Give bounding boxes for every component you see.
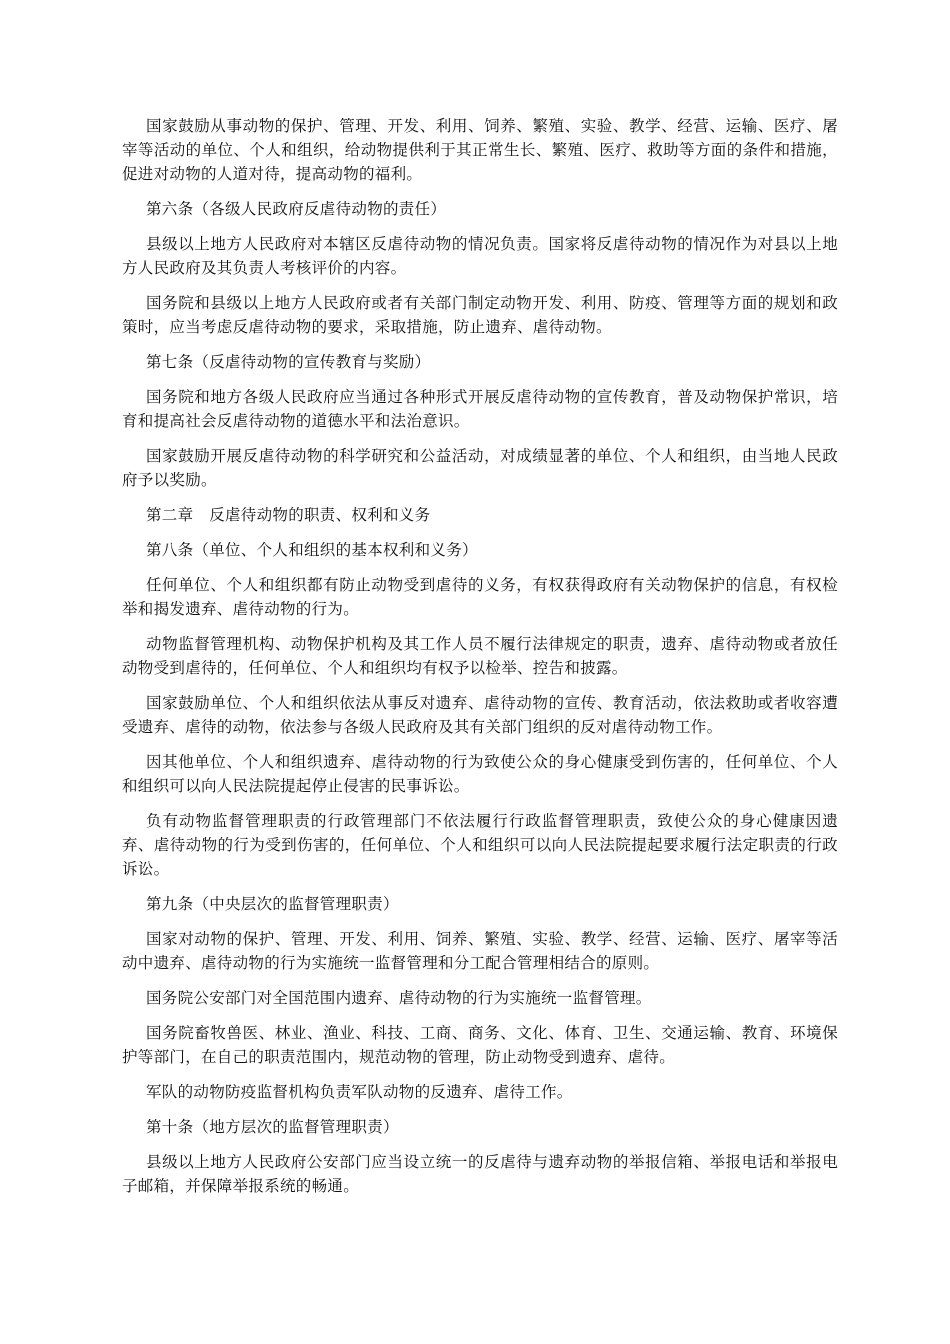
paragraph-report-agencies: 动物监督管理机构、动物保护机构及其工作人员不履行法律规定的职责，遗弃、虐待动物或者放任动物受到虐待的，任何单位、个人和组织均有权予以检举、控告和披露。 [122, 635, 838, 677]
paragraph-reporting-system: 县级以上地方人民政府公安部门应当设立统一的反虐待与遗弃动物的举报信箱、举报电话和举报电子邮箱，并保障举报系统的畅通。 [122, 1153, 838, 1195]
paragraph-research-rewards: 国家鼓励开展反虐待动物的科学研究和公益活动，对成绩显著的单位、个人和组织，由当地人民政府予以奖励。 [122, 447, 838, 489]
article-8-heading: 第八条（单位、个人和组织的基本权利和义务） [146, 541, 478, 559]
paragraph-basic-duty: 任何单位、个人和组织都有防止动物受到虐待的义务，有权获得政府有关动物保护的信息，有权检举和揭发遗弃、虐待动物的行为。 [122, 576, 838, 618]
article-6-heading: 第六条（各级人民政府反虐待动物的责任） [146, 200, 447, 218]
paragraph-county-responsibility: 县级以上地方人民政府对本辖区反虐待动物的情况负责。国家将反虐待动物的情况作为对县以上地方人民政府及其负责人考核评价的内容。 [122, 235, 838, 277]
article-7-heading: 第七条（反虐待动物的宣传教育与奖励） [146, 353, 431, 371]
chapter-2-heading: 第二章 反虐待动物的职责、权利和义务 [146, 506, 431, 524]
paragraph-policy-making: 国务院和县级以上地方人民政府或者有关部门制定动物开发、利用、防疫、管理等方面的规划和政策时，应当考虑反虐待动物的要求，采取措施，防止遗弃、虐待动物。 [122, 294, 838, 336]
paragraph-encourage-welfare: 国家鼓励从事动物的保护、管理、开发、利用、饲养、繁殖、实验、教学、经营、运输、医疗、屠宰等活动的单位、个人和组织，给动物提供利于其正常生长、繁殖、医疗、救助等方面的条件和措施，促进对动物的人道对待，提高动物的福利。 [122, 117, 838, 183]
paragraph-encourage-rescue: 国家鼓励单位、个人和组织依法从事反对遗弃、虐待动物的宣传、教育活动，依法救助或者收容遭受遗弃、虐待的动物，依法参与各级人民政府及其有关部门组织的反对虐待动物工作。 [122, 694, 838, 736]
paragraph-publicity-education: 国务院和地方各级人民政府应当通过各种形式开展反虐待动物的宣传教育，普及动物保护常识，培育和提高社会反虐待动物的道德水平和法治意识。 [122, 388, 838, 430]
article-10-heading: 第十条（地方层次的监督管理职责） [146, 1118, 399, 1136]
paragraph-unified-supervision: 国家对动物的保护、管理、开发、利用、饲养、繁殖、实验、教学、经营、运输、医疗、屠宰等活动中遗弃、虐待动物的行为实施统一监督管理和分工配合管理相结合的原则。 [122, 930, 838, 972]
paragraph-departments-scope: 国务院畜牧兽医、林业、渔业、科技、工商、商务、文化、体育、卫生、交通运输、教育、环境保护等部门，在自己的职责范围内，规范动物的管理，防止动物受到遗弃、虐待。 [122, 1024, 838, 1066]
paragraph-military: 军队的动物防疫监督机构负责军队动物的反遗弃、虐待工作。 [146, 1083, 573, 1101]
paragraph-public-security-dept: 国务院公安部门对全国范围内遗弃、虐待动物的行为实施统一监督管理。 [146, 989, 652, 1007]
paragraph-civil-litigation: 因其他单位、个人和组织遗弃、虐待动物的行为致使公众的身心健康受到伤害的，任何单位、个人和组织可以向人民法院提起停止侵害的民事诉讼。 [122, 753, 838, 795]
document-body [122, 114, 838, 1209]
article-9-heading: 第九条（中央层次的监督管理职责） [146, 895, 399, 913]
paragraph-administrative-litigation: 负有动物监督管理职责的行政管理部门不依法履行行政监督管理职责，致使公众的身心健康因遗弃、虐待动物的行为受到伤害的，任何单位、个人和组织可以向人民法院提起要求履行法定职责的行政诉讼。 [122, 812, 838, 878]
